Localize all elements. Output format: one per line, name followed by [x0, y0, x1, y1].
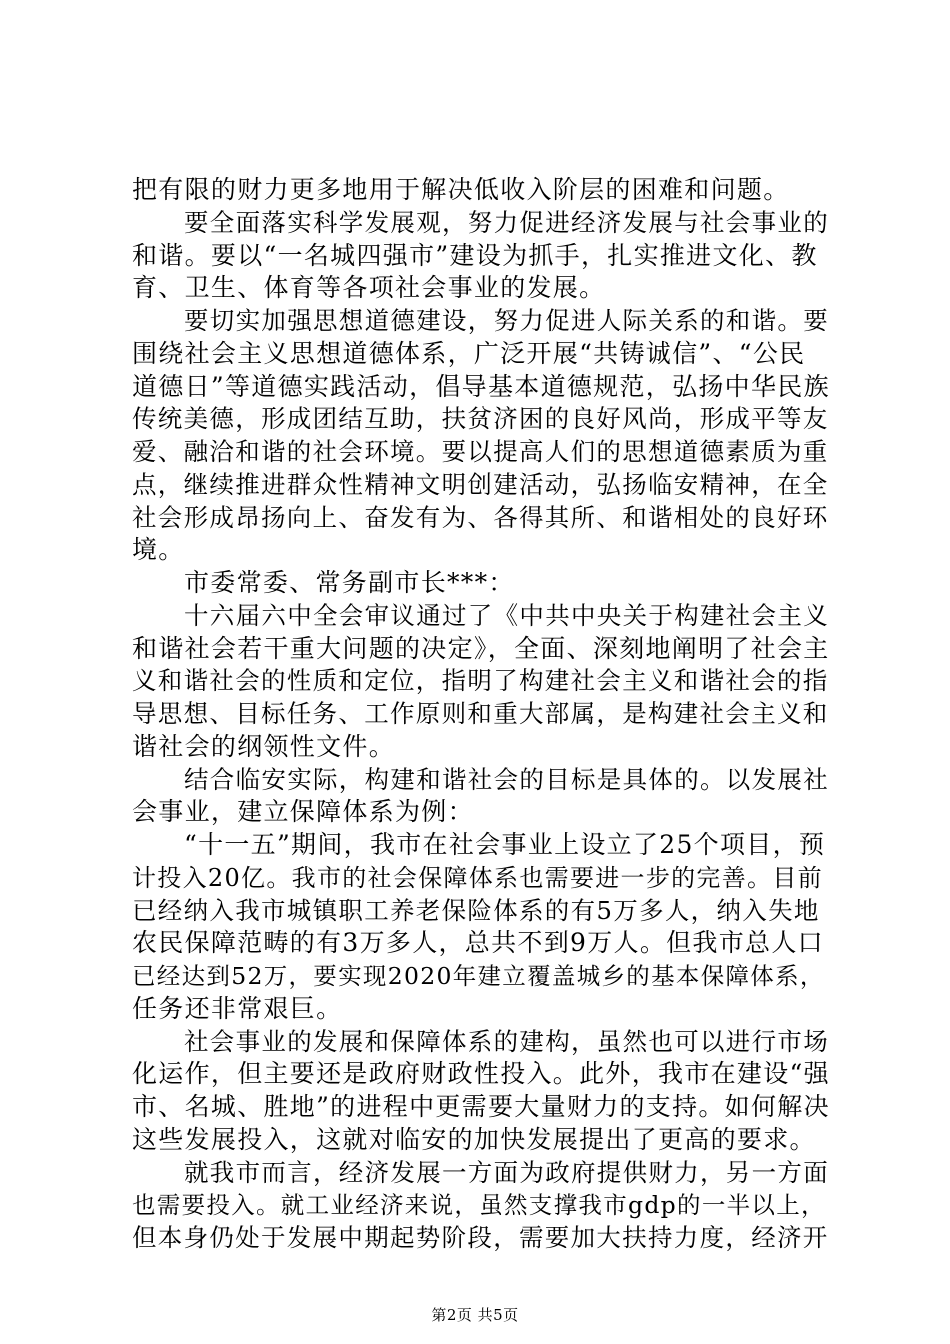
text-line: 已经纳入我市城镇职工养老保险体系的有5万多人，纳入失地: [132, 895, 820, 925]
text-line: 就我市而言，经济发展一方面为政府提供财力，另一方面: [184, 1157, 829, 1187]
document-body: [132, 174, 832, 1255]
text-line: 市委常委、常务副市长***：: [184, 568, 515, 597]
text-line: 境。: [132, 535, 185, 565]
text-line: 把有限的财力更多地用于解决低收入阶层的困难和问题。: [132, 175, 790, 204]
text-line: 会事业，建立保障体系为例：: [132, 797, 474, 827]
text-line: 道德日”等道德实践活动，倡导基本道德规范，弘扬中华民族: [132, 371, 830, 401]
text-line: 社会形成昂扬向上、奋发有为、各得其所、和谐相处的良好环: [132, 502, 829, 532]
text-line: 但本身仍处于发展中期起势阶段，需要加大扶持力度，经济开: [132, 1223, 829, 1252]
text-line: 谐社会的纲领性文件。: [132, 731, 396, 761]
text-line: 这些发展投入，这就对临安的加快发展提出了更高的要求。: [132, 1124, 816, 1154]
text-line: 计投入20亿。我市的社会保障体系也需要进一步的完善。目前: [132, 863, 823, 892]
text-line: 社会事业的发展和保障体系的建构，虽然也可以进行市场: [184, 1026, 829, 1056]
text-line: 要全面落实科学发展观，努力促进经济发展与社会事业的: [184, 207, 829, 237]
text-line: 导思想、目标任务、工作原则和重大部属，是构建社会主义和: [132, 699, 829, 728]
text-line: 化运作，但主要还是政府财政性投入。此外，我市在建设“强: [132, 1059, 830, 1089]
text-line: 围绕社会主义思想道德体系，广泛开展“共铸诚信”、“公民: [132, 338, 806, 368]
text-line: “十一五”期间，我市在社会事业上设立了25个项目，预: [184, 830, 826, 859]
text-line: 结合临安实际，构建和谐社会的目标是具体的。以发展社: [184, 764, 829, 794]
text-line: 市、名城、胜地”的进程中更需要大量财力的支持。如何解决: [132, 1092, 830, 1121]
text-line: 也需要投入。就工业经济来说，虽然支撑我市gdp的一半以上，: [132, 1191, 826, 1220]
text-line: 已经达到52万，要实现2020年建立覆盖城乡的基本保障体系，: [132, 962, 825, 990]
text-line: 要切实加强思想道德建设，努力促进人际关系的和谐。要: [184, 306, 829, 335]
text-line: 传统美德，形成团结互助，扶贫济困的良好风尚，形成平等友: [132, 404, 829, 434]
text-line: 和谐社会若干重大问题的决定》，全面、深刻地阐明了社会主: [132, 633, 830, 663]
text-line: 农民保障范畴的有3万多人，总共不到9万人。但我市总人口: [132, 928, 824, 958]
text-line: 任务还非常艰巨。: [132, 993, 343, 1023]
page-footer: 第2页 共5页: [431, 1306, 519, 1324]
text-line: 爱、融洽和谐的社会环境。要以提高人们的思想道德素质为重: [132, 437, 829, 466]
text-line: 义和谐社会的性质和定位，指明了构建社会主义和谐社会的指: [132, 666, 829, 696]
text-line: 十六届六中全会审议通过了《中共中央关于构建社会主义: [184, 600, 829, 630]
text-line: 育、卫生、体育等各项社会事业的发展。: [132, 273, 606, 303]
text-line: 和谐。要以“一名城四强市”建设为抓手，扎实推进文化、教: [132, 240, 818, 270]
text-line: 点，继续推进群众性精神文明创建活动，弘扬临安精神，在全: [132, 469, 829, 499]
